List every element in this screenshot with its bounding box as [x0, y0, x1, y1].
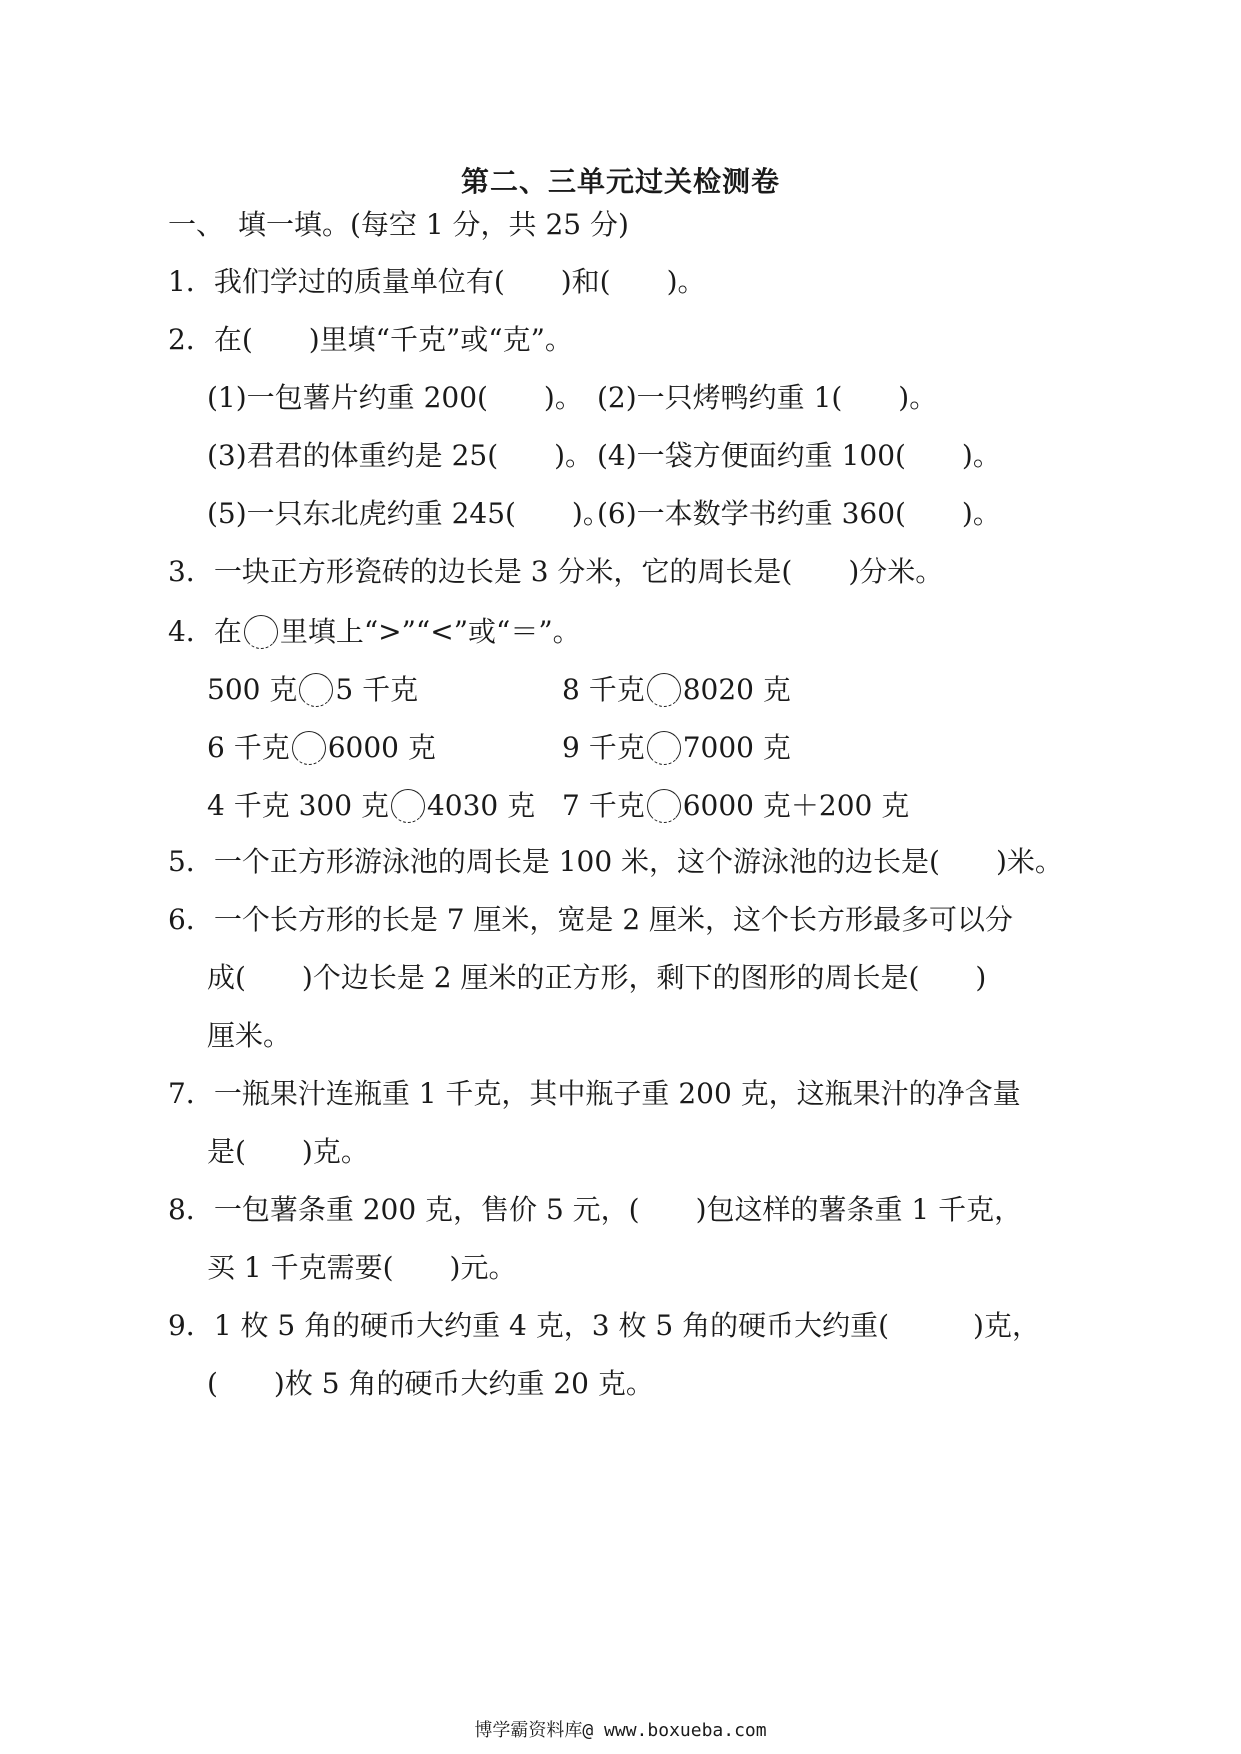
question-9-line-1: 9．1 枚 5 角的硬币大约重 4 克，3 枚 5 角的硬币大约重( )克， [168, 1309, 1040, 1342]
blank-circle-icon[interactable] [647, 789, 681, 823]
compare-left: 8 千克 [562, 673, 645, 706]
question-7-line-1: 7．一瓶果汁连瓶重 1 千克，其中瓶子重 200 克，这瓶果汁的净含量 [168, 1077, 1021, 1110]
compare-right: 7000 克 [682, 731, 791, 764]
compare-right: 5 千克 [335, 673, 419, 706]
question-6-line-1: 6．一个长方形的长是 7 厘米，宽是 2 厘米，这个长方形最多可以分 [168, 903, 1014, 936]
blank-circle-icon[interactable] [647, 731, 681, 765]
compare-item-2 [562, 673, 791, 707]
compare-item-3 [207, 731, 436, 765]
question-2-item-3: (3)君君的体重约是 25( )。 [207, 439, 594, 472]
compare-item-4 [562, 731, 791, 765]
question-2-item-2: (2)一只烤鸭约重 1( )。 [597, 381, 938, 414]
question-4-prefix: 4．在 [168, 615, 242, 648]
compare-left: 7 千克 [562, 789, 645, 822]
question-4 [168, 615, 581, 649]
blank-circle-icon[interactable] [647, 673, 681, 707]
question-9-line-2: ( )枚 5 角的硬币大约重 20 克。 [207, 1367, 654, 1400]
question-2-item-5: (5)一只东北虎约重 245( )。 [207, 497, 611, 530]
question-8-line-1: 8．一包薯条重 200 克，售价 5 元，( )包这样的薯条重 1 千克， [168, 1193, 1023, 1226]
question-6-line-3: 厘米。 [207, 1019, 292, 1052]
compare-left: 6 千克 [207, 731, 290, 764]
compare-right: 8020 克 [682, 673, 791, 706]
question-2-item-6: (6)一本数学书约重 360( )。 [597, 497, 1001, 530]
compare-right: 4030 克 [426, 789, 536, 822]
question-2-item-1: (1)一包薯片约重 200( )。 [207, 381, 583, 414]
compare-item-6 [562, 789, 909, 823]
question-6-line-2: 成( )个边长是 2 厘米的正方形，剩下的图形的周长是( ) [207, 961, 987, 994]
question-8-line-2: 买 1 千克需要( )元。 [207, 1251, 517, 1284]
compare-left: 4 千克 300 克 [207, 789, 389, 822]
blank-circle-icon[interactable] [244, 615, 278, 649]
blank-circle-icon[interactable] [391, 789, 425, 823]
question-3: 3．一块正方形瓷砖的边长是 3 分米，它的周长是( )分米。 [168, 555, 944, 588]
compare-item-5 [207, 789, 535, 823]
footer-watermark: 博学霸资料库@ www.boxueba.com [474, 1720, 767, 1741]
question-2-item-4: (4)一袋方便面约重 100( )。 [597, 439, 1001, 472]
compare-right: 6000 克＋200 克 [682, 789, 910, 822]
question-7-line-2: 是( )克。 [207, 1135, 369, 1168]
blank-circle-icon[interactable] [292, 731, 326, 765]
blank-circle-icon[interactable] [299, 673, 333, 707]
compare-left: 9 千克 [562, 731, 645, 764]
question-5: 5．一个正方形游泳池的周长是 100 米，这个游泳池的边长是( )米。 [168, 845, 1063, 878]
compare-left: 500 克 [207, 673, 298, 706]
section-heading: 一、 填一填。(每空 1 分，共 25 分) [168, 208, 629, 241]
page-title: 第二、三单元过关检测卷 [460, 165, 780, 198]
question-4-suffix: 里填上“>”“<”或“＝”。 [279, 615, 581, 648]
compare-item-1 [207, 673, 418, 707]
compare-right: 6000 克 [327, 731, 436, 764]
question-1: 1．我们学过的质量单位有( )和( )。 [168, 265, 706, 298]
question-2: 2．在( )里填“千克”或“克”。 [168, 323, 573, 356]
